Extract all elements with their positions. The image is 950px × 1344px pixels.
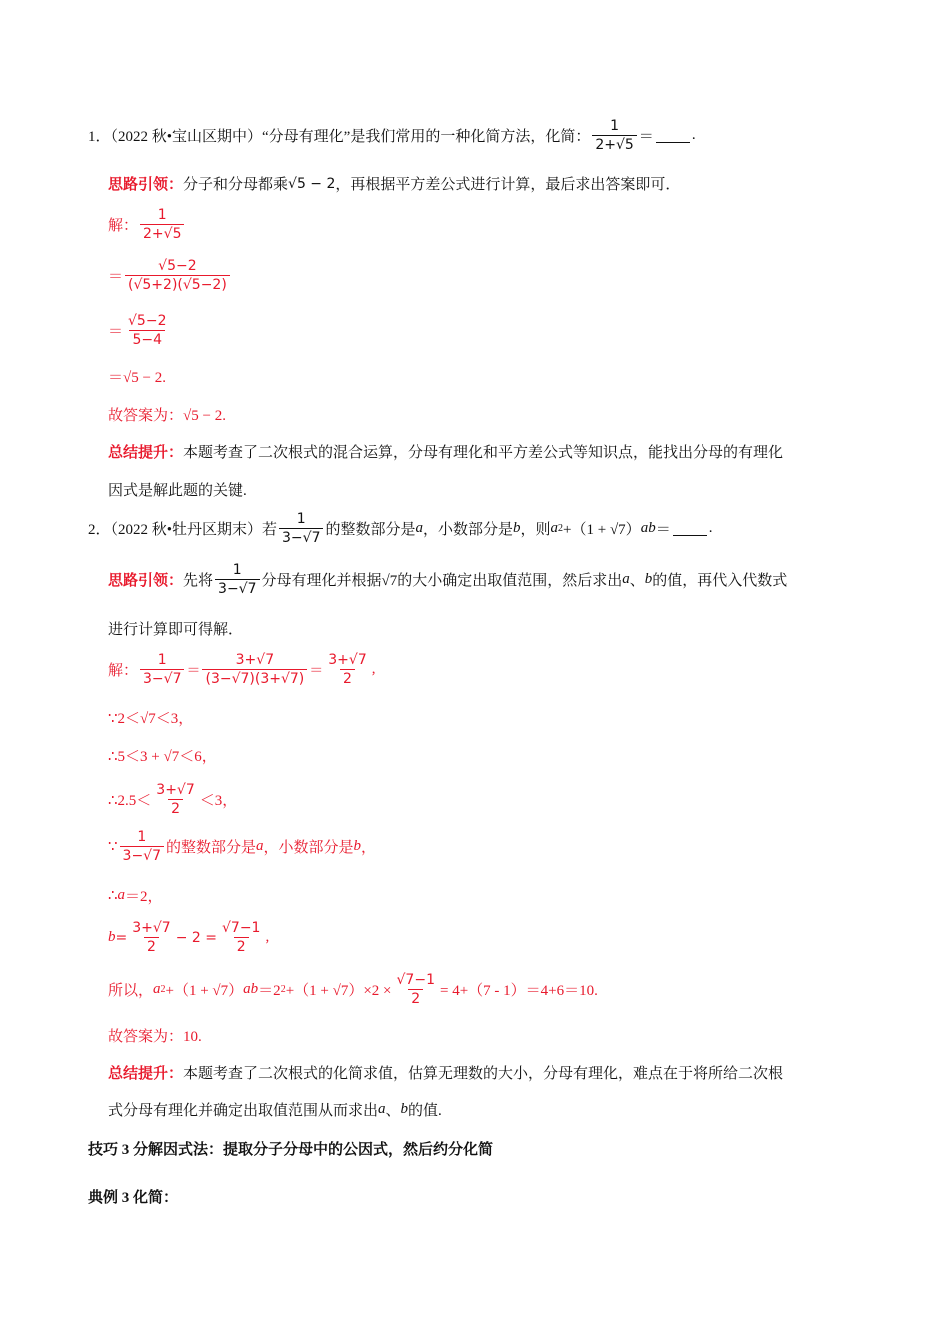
q2-sol-7	[108, 920, 269, 955]
q2-l7-n1: 3+√7	[132, 920, 171, 936]
q2-l7-n2: √7−1	[221, 920, 261, 936]
q2-l8-d: +（1 + √7）×2 ×	[285, 983, 392, 1000]
q2-l1-frac-1	[140, 652, 184, 687]
q2-hint-var-a: a	[622, 571, 630, 588]
tip3-heading	[88, 1138, 493, 1159]
q2-l8-var-a: a	[153, 981, 161, 998]
q2-l6-b: ＝2，	[125, 889, 163, 905]
q2-l8-frac	[394, 972, 438, 1007]
q1-s1-num: √5−2	[158, 258, 197, 274]
q2-l7-frac-1	[129, 920, 173, 955]
q2-sol-4	[108, 782, 237, 817]
q1-eq-1: ＝	[108, 269, 124, 286]
q2-l5-a: ∵	[108, 839, 118, 856]
q1-sol-3	[108, 366, 166, 387]
q1-summary-text-b: 因式是解此题的关键.	[108, 483, 247, 499]
q2-sol-label: 解：	[108, 663, 139, 680]
q2-l7-a: b	[108, 929, 116, 946]
q2-hint-text-a: 先将	[183, 573, 214, 590]
q2-l7-d1: 2	[144, 937, 159, 955]
q2-sol-3	[108, 745, 217, 766]
q2-hint-b	[108, 618, 243, 639]
q2-l1-eq2: ＝	[309, 662, 324, 679]
q2-sol-5	[108, 829, 376, 864]
q1-hint-expr: √5 − 2	[288, 175, 336, 192]
q2-hint-text-c: 、	[629, 573, 645, 590]
q2-l8-exp-2: 2	[280, 984, 286, 996]
q2-expr-exp: 2	[558, 523, 564, 535]
q2-l8-a: 所以，	[108, 983, 154, 1000]
q2-l7-c: − 2 =	[175, 929, 217, 946]
q2-sol-1	[108, 652, 375, 687]
q1-fraction	[592, 118, 636, 153]
q2-hint-label: 思路引领：	[108, 573, 184, 590]
q1-s2-den: 5−4	[129, 330, 165, 348]
q2-l4-num: 3+√7	[156, 782, 195, 798]
q1-stem-text: 1．（2022 秋•宝山区期中）“分母有理化”是我们常用的一种化简方法，化简：	[88, 129, 591, 146]
q1-summary-a	[108, 441, 783, 462]
q2-expr-a: a	[550, 520, 559, 537]
q1-sol-frac-0	[140, 207, 184, 242]
q2-answer-blank	[673, 521, 707, 536]
q1-stem	[88, 118, 696, 153]
q2-l5-den: 3−√7	[120, 846, 164, 864]
tip3-title: 技巧 3 分解因式法：提取分子分母中的公因式，然后约分化简	[88, 1142, 494, 1158]
q1-hint-b: ，再根据平方差公式进行计算，最后求出答案即可．	[335, 177, 681, 193]
q2-l5-b: 的整数部分是	[166, 840, 257, 857]
q2-hint-var-b: b	[644, 571, 653, 588]
q1-equals: ＝	[638, 129, 654, 146]
q2-hint-text-d: 的值，再代入代数式	[652, 573, 788, 590]
q1-s0-num: 1	[157, 207, 167, 223]
q1-sol-2	[108, 313, 171, 348]
q2-l7-b: =	[115, 929, 128, 946]
q2-fraction	[279, 511, 323, 546]
q2-l6-a: ∴	[108, 888, 118, 904]
q1-end: .	[691, 127, 696, 144]
q2-stem-b: 的整数部分是	[325, 522, 416, 539]
example3-title: 典例 3 化简：	[88, 1190, 179, 1206]
q2-expr-eq: ＝	[655, 522, 671, 539]
q1-summary-label: 总结提升：	[108, 445, 184, 461]
q1-hint-label: 思路引领：	[108, 177, 184, 193]
q1-answer-text: 故答案为：√5 − 2.	[108, 408, 226, 424]
q2-l8-c: ＝2	[258, 983, 281, 1000]
q2-summary-text-b: 式分母有理化并确定出取值范围从而求出	[108, 1103, 379, 1119]
q2-sol-6	[108, 885, 163, 906]
q1-s2-num: √5−2	[128, 313, 167, 329]
q1-s1-den: (√5+2)(√5−2)	[125, 275, 230, 293]
q2-sol-8	[108, 972, 598, 1007]
q2-l1-n1: 1	[157, 652, 167, 668]
q2-l5-c: ，小数部分是	[263, 840, 354, 857]
q2-summary-a	[108, 1062, 783, 1083]
q1-answer-blank	[656, 128, 690, 143]
q2-stem-a: 2．（2022 秋•牡丹区期末）若	[88, 522, 278, 539]
q1-sol-frac-1	[125, 258, 230, 293]
q2-hint-frac-num: 1	[232, 562, 242, 578]
q2-l4-a: ∴2.5＜	[108, 793, 152, 810]
q1-hint	[108, 173, 680, 194]
q2-l1-d1: 3−√7	[140, 669, 184, 687]
q2-summary-sep: 、	[385, 1103, 401, 1119]
q2-l1-end: ,	[371, 661, 376, 678]
q2-stem-d: ，则	[520, 522, 551, 539]
q2-l5-frac	[120, 829, 164, 864]
q2-hint-fraction	[215, 562, 259, 597]
q2-summary-var-b: b	[400, 1101, 409, 1117]
q1-sol-frac-2	[125, 313, 169, 348]
q1-sol-1	[108, 258, 232, 293]
q1-summary-b	[108, 479, 247, 500]
q2-l4-den: 2	[168, 799, 183, 817]
q1-frac-num: 1	[610, 118, 620, 134]
q1-s0-den: 2+√5	[140, 224, 184, 242]
q2-l8-b: +（1 + √7）	[165, 983, 244, 1000]
q1-frac-den: 2+√5	[592, 135, 636, 153]
q2-l1-n3: 3+√7	[328, 652, 367, 668]
example3-heading	[88, 1186, 178, 1207]
q2-summary-label: 总结提升：	[108, 1066, 184, 1082]
q2-summary-b	[108, 1099, 442, 1120]
q1-sol-0	[108, 207, 186, 242]
q2-l2: ∵2＜√7＜3，	[108, 711, 194, 727]
q2-answer-text: 故答案为：10.	[108, 1029, 202, 1045]
q2-var-a: a	[415, 520, 423, 537]
q2-sol-2	[108, 707, 193, 728]
q2-hint-text-b: 分母有理化并根据√7的大小确定出取值范围，然后求出	[261, 573, 623, 590]
q1-hint-a: 分子和分母都乘	[183, 177, 289, 193]
q2-l8-e: = 4+（7 - 1）＝4+6＝10.	[439, 983, 598, 1000]
q2-frac-num: 1	[296, 511, 306, 527]
q2-var-b: b	[513, 520, 521, 537]
q2-l7-frac-2	[219, 920, 263, 955]
q1-summary-text-a: 本题考查了二次根式的混合运算，分母有理化和平方差公式等知识点，能找出分母的有理化	[183, 445, 784, 461]
q2-l3: ∴5＜3 + √7＜6，	[108, 749, 217, 765]
q2-l5-var-b: b	[353, 838, 362, 855]
q2-l4-frac	[153, 782, 197, 817]
q2-summary-end: 的值.	[408, 1103, 442, 1119]
q2-end: .	[708, 520, 713, 537]
q2-l5-num: 1	[137, 829, 147, 845]
q2-hint-a	[108, 562, 787, 597]
q2-l1-frac-2	[202, 652, 307, 687]
q2-summary-text-a: 本题考查了二次根式的化简求值，估算无理数的大小，分母有理化，难点在于将所给二次根	[183, 1066, 784, 1082]
q2-l7-end: ,	[265, 929, 270, 946]
q2-l6-var-a: a	[117, 887, 126, 903]
q2-answer	[108, 1025, 202, 1046]
q2-expr-b: +（1 + √7）	[563, 522, 641, 539]
q2-l1-d3: 2	[340, 669, 355, 687]
q2-summary-var-a: a	[378, 1101, 386, 1117]
q2-l8-exp-1: 2	[160, 984, 166, 996]
q2-expr-ab: ab	[640, 520, 656, 537]
q2-hint-frac-den: 3−√7	[215, 579, 259, 597]
q2-l5-var-a: a	[256, 838, 264, 855]
q1-eq-2: ＝	[108, 324, 124, 341]
q2-stem	[88, 511, 712, 546]
q2-l8-den: 2	[408, 989, 423, 1007]
q2-frac-den: 3−√7	[279, 528, 323, 546]
q2-l5-d: ，	[361, 840, 377, 857]
q2-l1-d2: (3−√7)(3+√7)	[202, 669, 307, 687]
q2-stem-c: ，小数部分是	[423, 522, 514, 539]
q1-sol-label: 解：	[108, 218, 139, 235]
q2-l8-num: √7−1	[396, 972, 435, 988]
q1-answer	[108, 404, 226, 425]
q1-s3: ＝√5 − 2.	[108, 370, 166, 386]
q2-l4-b: ＜3，	[199, 793, 238, 810]
q2-hint-text-e: 进行计算即可得解．	[108, 622, 244, 638]
q2-l7-d2: 2	[234, 937, 249, 955]
q2-l1-n2: 3+√7	[235, 652, 275, 668]
q2-l1-frac-3	[325, 652, 369, 687]
q2-l8-ab: ab	[243, 981, 259, 998]
q2-l1-eq1: ＝	[186, 662, 201, 679]
